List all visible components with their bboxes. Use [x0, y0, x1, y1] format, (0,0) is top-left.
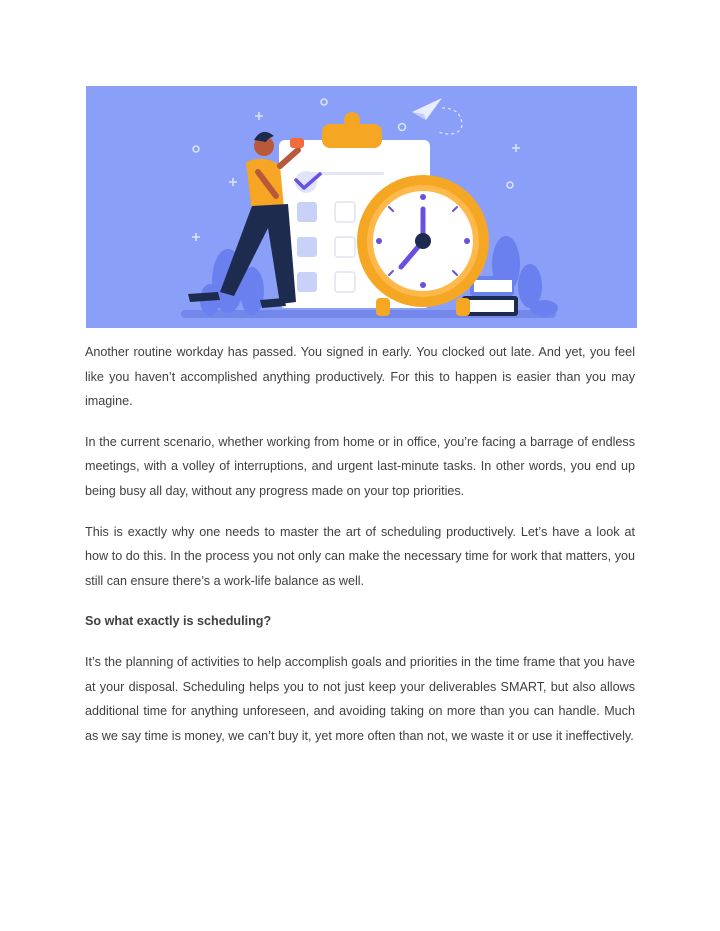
hero-illustration	[86, 86, 637, 328]
article-paragraph-2: In the current scenario, whether working from home or in office, you’re facing a barrage of endless meetings, with a volley of interruptions, and urgent last-minute tasks. In other words, you end up being busy all day, without any progress made on your top priorities.	[85, 434, 635, 498]
article-paragraph-3: This is exactly why one needs to master the art of scheduling productively. Let’s have a look at how to do this. In the process you not only can make the necessary time for work that matters, you still can ensure there’s a work-life balance as well.	[85, 524, 635, 588]
article-body	[85, 340, 635, 748]
section-heading: So what exactly is scheduling?	[85, 614, 272, 629]
clipboard-clock-illustration	[86, 86, 637, 328]
article-paragraph-4: It’s the planning of activities to help accomplish goals and priorities in the time frame that you have at your disposal. Scheduling helps you to not just keep your deliverables SMART, but also allows additional time for anything unforeseen, and avoiding taking on more than you can handle. Much as we say time is money, we can’t buy it, yet more often than not, we waste it or use it ineffectively.	[85, 654, 635, 743]
article-paragraph-1: Another routine workday has passed. You signed in early. You clocked out late. And yet, you feel like you haven’t accomplished anything productively. For this to happen is easier than you may imagine.	[85, 345, 635, 409]
